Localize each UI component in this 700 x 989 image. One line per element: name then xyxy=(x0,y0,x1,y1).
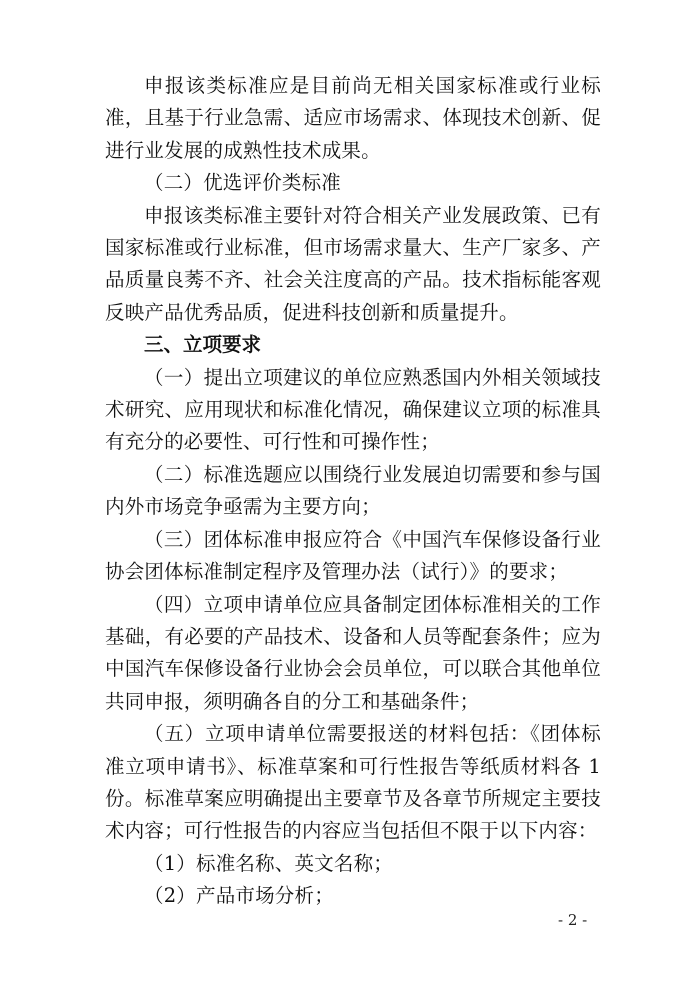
paragraph-3: 申报该类标准主要针对符合相关产业发展政策、已有国家标准或行业标准，但市场需求量大、生产厂家多、产品质量良莠不齐、社会关注度高的产品。技术指标能客观反映产品优秀品质，促进科技创新和质量提升。 xyxy=(105,203,601,324)
requirement-4: （四）立项申请单位应具备制定团体标准相关的工作基础，有必要的产品技术、设备和人员等配套条件；应为中国汽车保修设备行业协会会员单位，可以联合其他单位共同申报，须明确各自的分工和基础条件； xyxy=(105,592,601,713)
paragraph-1: 申报该类标准应是目前尚无相关国家标准或行业标准，且基于行业急需、适应市场需求、体现技术创新、促进行业发展的成熟性技术成果。 xyxy=(105,74,601,162)
list-item-1: （1）标准名称、英文名称； xyxy=(144,851,394,875)
requirement-5: （五）立项申请单位需要报送的材料包括：《团体标准立项申请书》、标准草案和可行性报告等纸质材料各 1 份。标准草案应明确提出主要章节及各章节所规定主要技术内容；可行性报告的内容应当包括但不限于以下内容： xyxy=(105,722,601,843)
subheading-2: （二）优选评价类标准 xyxy=(144,171,342,195)
page-number: - 2 - xyxy=(558,911,588,929)
requirement-1: （一）提出立项建议的单位应熟悉国内外相关领域技术研究、应用现状和标准化情况，确保建议立项的标准具有充分的必要性、可行性和可操作性； xyxy=(105,365,601,454)
list-item-2: （2）产品市场分析； xyxy=(144,884,334,908)
section-heading-3: 三、立项要求 xyxy=(144,333,262,357)
requirement-2: （二）标准选题应以围绕行业发展迫切需要和参与国内外市场竞争亟需为主要方向； xyxy=(105,462,601,519)
requirement-3: （三）团体标准申报应符合《中国汽车保修设备行业协会团体标准制定程序及管理办法（试行）》的要求； xyxy=(105,527,601,584)
document-body xyxy=(105,70,601,913)
